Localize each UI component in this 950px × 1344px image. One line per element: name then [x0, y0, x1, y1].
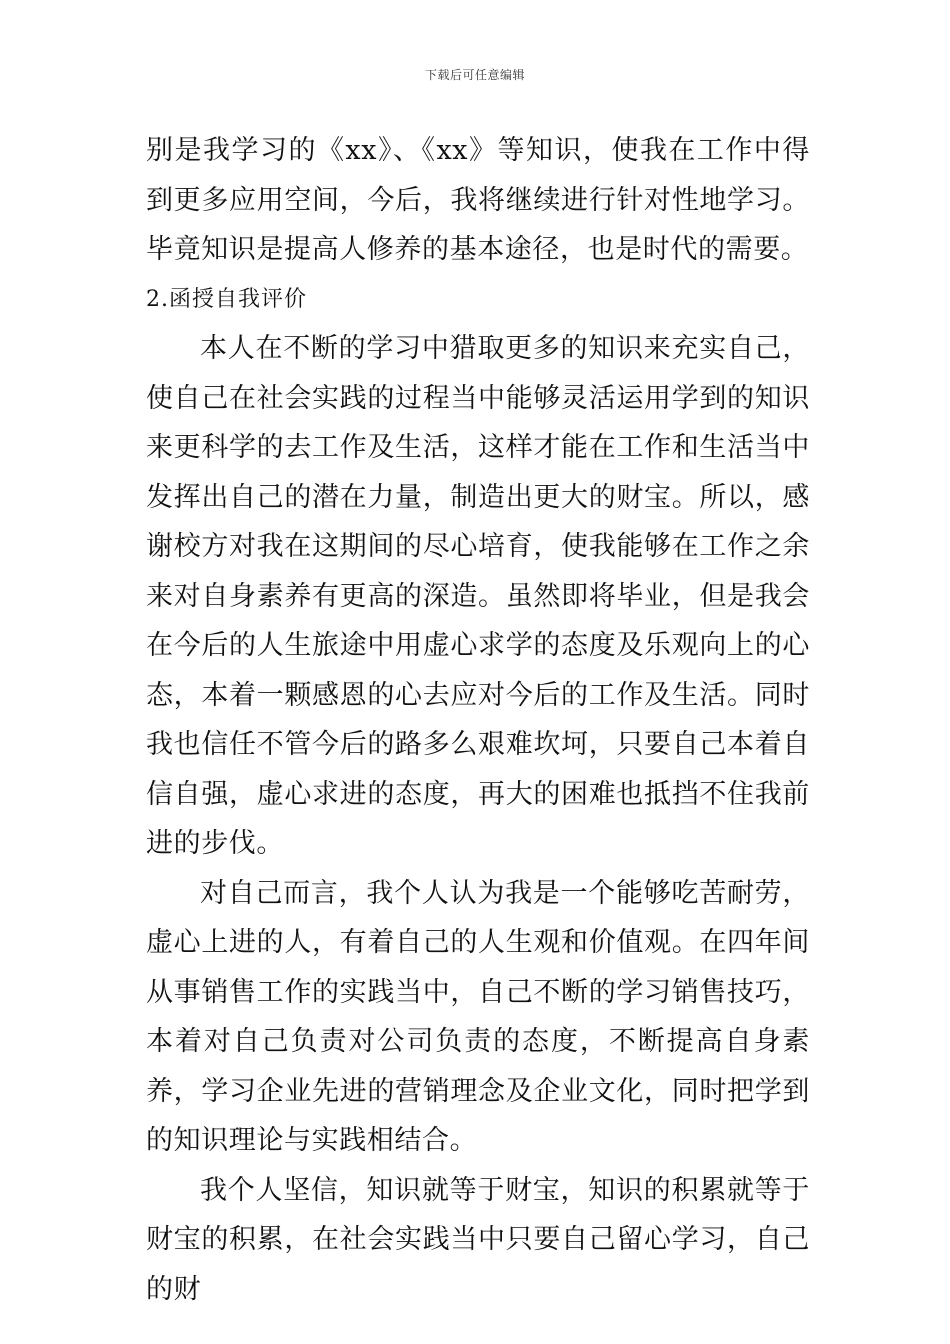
page-header: 下载后可任意编辑: [424, 68, 525, 82]
document-body: [146, 126, 810, 1314]
paragraph: 本人在不断的学习中猎取更多的知识来充实自己，使自己在社会实践的过程当中能够灵活运用学到的知识来更科学的去工作及生活，这样才能在工作和生活当中发挥出自己的潜在力量，制造出更大的财宝。所以，感谢校方对我在这期间的尽心培育，使我能够在工作之余来对自身素养有更高的深造。虽然即将毕业，但是我会在今后的人生旅途中用虚心求学的态度及乐观向上的心态，本着一颗感恩的心去应对今后的工作及生活。同时我也信任不管今后的路多么艰难坎坷，只要自己本着自信自强，虚心求进的态度，再大的困难也抵挡不住我前进的步伐。: [146, 333, 810, 859]
paragraph: 我个人坚信，知识就等于财宝，知识的积累就等于财宝的积累，在社会实践当中只要自己留心学习，自己的财: [146, 1174, 810, 1305]
section-heading: 2.函授自我评价: [146, 286, 307, 312]
paragraph-continuation: 别是我学习的《xx》、《xx》等知识，使我在工作中得到更多应用空间，今后，我将继续进行针对性地学习。毕竟知识是提高人修养的基本途径，也是时代的需要。: [146, 135, 810, 265]
paragraph: 对自己而言，我个人认为我是一个能够吃苦耐劳，虚心上进的人，有着自己的人生观和价值观。在四年间从事销售工作的实践当中，自己不断的学习销售技巧，本着对自己负责对公司负责的态度，不断提高自身素养，学习企业先进的营销理念及企业文化，同时把学到的知识理论与实践相结合。: [146, 877, 810, 1156]
